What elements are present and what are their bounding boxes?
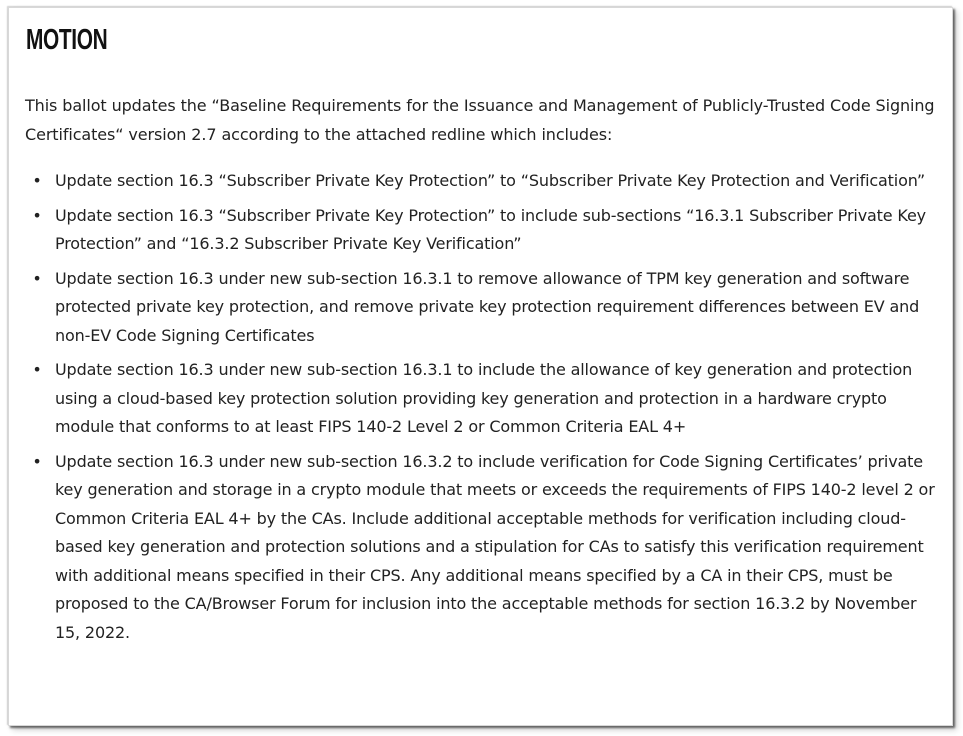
motion-bullet-text-4: Update section 16.3 under new sub-section 16.3.1 to include the allowance of key generation and protection using a cloud-based key protection solution providing key generation and protection in a hardware crypto module that conforms to at least FIPS 140-2 Level 2 or Common Criteria EAL 4+ — [55, 360, 913, 436]
motion-bullet-item-4 — [25, 356, 944, 442]
motion-bullet-item-5 — [25, 448, 944, 648]
bullet-icon: • — [32, 205, 42, 225]
motion-bullet-item-1 — [25, 167, 944, 196]
motion-bullet-item-2 — [25, 202, 944, 259]
motion-intro-paragraph: This ballot updates the “Baseline Requirements for the Issuance and Management of Publicly-Trusted Code Signing Certificates“ version 2.7 according to the attached redline which includes: — [25, 96, 935, 144]
motion-title: MOTION — [26, 24, 108, 56]
motion-bullet-text-3: Update section 16.3 under new sub-section 16.3.1 to remove allowance of TPM key generation and software protected private key protection, and remove private key protection requirement differences between EV and non-EV Code Signing Certificates — [55, 268, 920, 345]
bullet-icon: • — [32, 268, 42, 288]
bullet-icon: • — [32, 360, 42, 379]
motion-card — [8, 7, 953, 726]
motion-bullet-text-1: Update section 16.3 “Subscriber Private Key Protection” to “Subscriber Private Key Protection and Verification” — [55, 171, 925, 190]
motion-bullet-text-2: Update section 16.3 “Subscriber Private Key Protection” to include sub-sections “16.3.1 Subscriber Private Key Protection” and “16.3.2 Subscriber Private Key Verification” — [55, 205, 926, 253]
motion-bullet-item-3 — [25, 265, 944, 351]
motion-bullet-text-5: Update section 16.3 under new sub-section 16.3.2 to include verification for Code Signing Certificates’ private key generation and storage in a crypto module that meets or exceeds the requirements of FIPS 140-2 level 2 or Common Criteria EAL 4+ by the CAs. Include additional acceptable methods for verification including cloud-based key generation and protection solutions and a stipulation for CAs to satisfy this verification requirement with additional means specified in their CPS. Any additional means specified by a CA in their CPS, must be proposed to the CA/Browser Forum for inclusion into the acceptable methods for section 16.3.2 by November 15, 2022. — [55, 451, 935, 642]
bullet-icon: • — [32, 171, 42, 190]
motion-bullet-list — [25, 167, 944, 653]
bullet-icon: • — [32, 451, 42, 471]
